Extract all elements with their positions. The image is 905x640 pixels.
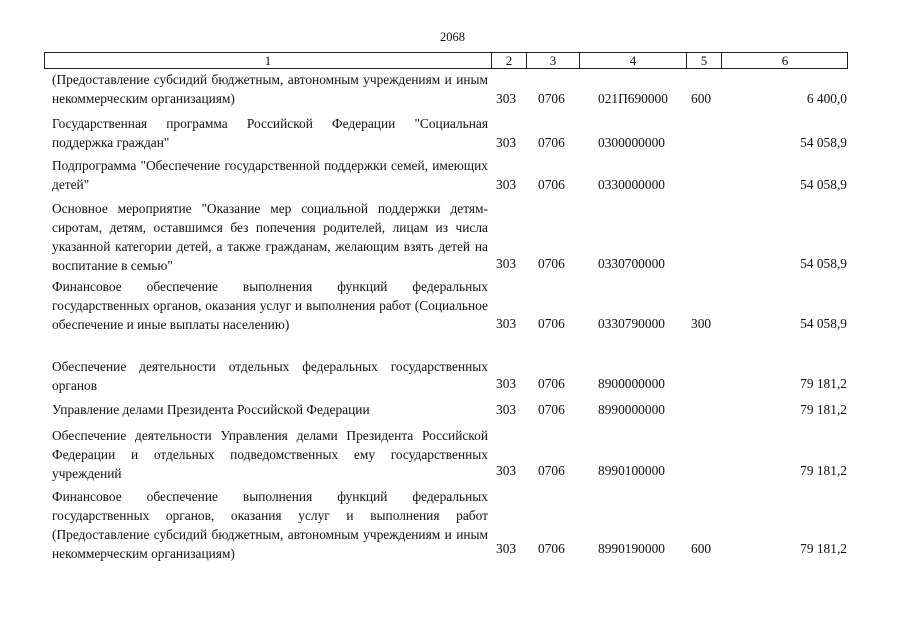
row-csr: 0330700000 xyxy=(598,256,665,271)
row-rz: 0706 xyxy=(538,91,565,106)
row-sum: 54 058,9 xyxy=(800,135,847,150)
row-description: Обеспечение деятельности отдельных федеральных государственных органов xyxy=(52,359,488,393)
header-col-2: 2 xyxy=(491,53,526,68)
row-sum: 6 400,0 xyxy=(806,91,847,106)
header-col-3: 3 xyxy=(526,53,579,68)
row-gr: 303 xyxy=(496,376,517,391)
row-rz: 0706 xyxy=(538,402,565,417)
row-description: Финансовое обеспечение выполнения функций федеральных государственных органов, оказания услуг и выполнения работ (Социальное обеспечение и иные выплаты населению) xyxy=(52,279,488,332)
row-csr: 0330000000 xyxy=(598,177,665,192)
row-csr: 8900000000 xyxy=(598,376,665,391)
row-rz: 0706 xyxy=(538,256,565,271)
row-description: Управление делами Президента Российской Федерации xyxy=(52,402,370,417)
table-header xyxy=(44,52,848,69)
header-col-6: 6 xyxy=(721,53,848,68)
row-sum: 54 058,9 xyxy=(800,316,847,331)
row-gr: 303 xyxy=(496,256,517,271)
row-csr: 021П690000 xyxy=(598,91,668,106)
row-description: Финансовое обеспечение выполнения функций федеральных государственных органов, оказания услуг и выполнения работ (Предоставление субсидий бюджетным, автономным учреждениям и иным некоммерческим организациям) xyxy=(52,489,488,561)
row-gr: 303 xyxy=(496,316,517,331)
row-rz: 0706 xyxy=(538,135,565,150)
row-description: Обеспечение деятельности Управления делами Президента Российской Федерации и отдельных подведомственных ему государственных учреждений xyxy=(52,428,488,481)
row-rz: 0706 xyxy=(538,316,565,331)
row-vr: 600 xyxy=(691,91,712,106)
header-col-5: 5 xyxy=(686,53,721,68)
row-description: Основное мероприятие "Оказание мер социальной поддержки детям-сиротам, детям, оставшимся без попечения родителей, лицам из числа указанной категории детей, а также гражданам, желающим взять детей на воспитание в семью" xyxy=(52,201,488,273)
row-rz: 0706 xyxy=(538,541,565,556)
page-number: 2068 xyxy=(440,30,465,44)
row-gr: 303 xyxy=(496,135,517,150)
row-csr: 0330790000 xyxy=(598,316,665,331)
row-rz: 0706 xyxy=(538,463,565,478)
header-col-4: 4 xyxy=(579,53,686,68)
row-gr: 303 xyxy=(496,177,517,192)
row-sum: 54 058,9 xyxy=(800,256,847,271)
row-gr: 303 xyxy=(496,541,517,556)
row-vr: 300 xyxy=(691,316,712,331)
header-col-1: 1 xyxy=(264,53,272,68)
row-sum: 79 181,2 xyxy=(800,402,847,417)
row-csr: 8990100000 xyxy=(598,463,665,478)
row-rz: 0706 xyxy=(538,177,565,192)
row-sum: 79 181,2 xyxy=(800,541,847,556)
row-sum: 54 058,9 xyxy=(800,177,847,192)
row-gr: 303 xyxy=(496,402,517,417)
row-sum: 79 181,2 xyxy=(800,463,847,478)
row-csr: 0300000000 xyxy=(598,135,665,150)
row-csr: 8990000000 xyxy=(598,402,665,417)
row-sum: 79 181,2 xyxy=(800,376,847,391)
row-description: Подпрограмма "Обеспечение государственной поддержки семей, имеющих детей" xyxy=(52,158,488,192)
row-vr: 600 xyxy=(691,541,712,556)
row-description: (Предоставление субсидий бюджетным, автономным учреждениям и иным некоммерческим организациям) xyxy=(52,72,488,106)
row-gr: 303 xyxy=(496,91,517,106)
row-description: Государственная программа Российской Федерации "Социальная поддержка граждан" xyxy=(52,116,488,150)
row-gr: 303 xyxy=(496,463,517,478)
row-csr: 8990190000 xyxy=(598,541,665,556)
row-rz: 0706 xyxy=(538,376,565,391)
